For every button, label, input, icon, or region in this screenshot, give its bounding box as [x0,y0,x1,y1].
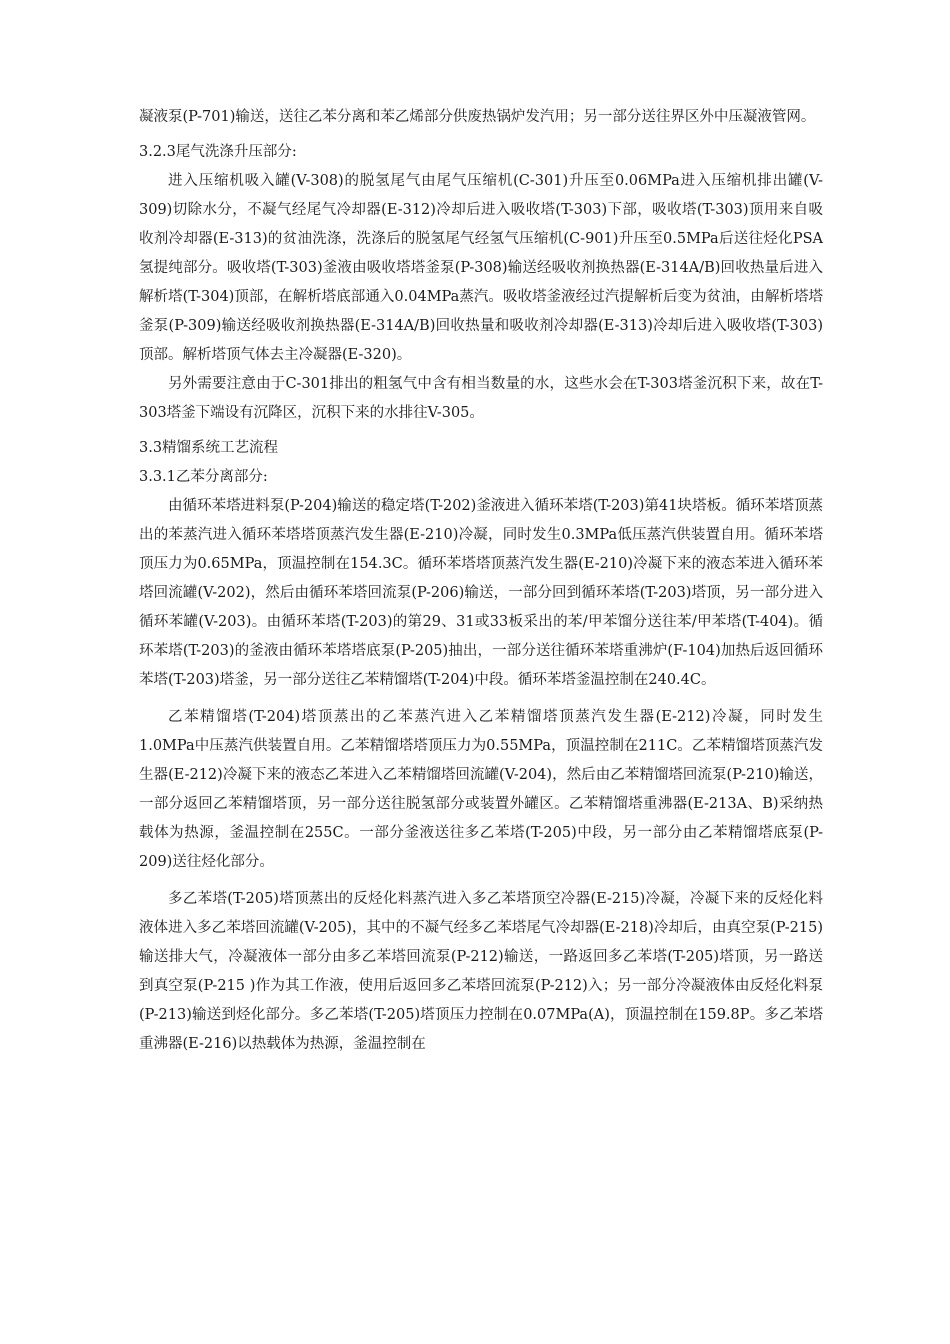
paragraph-water-settling-note: 另外需要注意由于C-301排出的粗氢气中含有相当数量的水，这些水会在T-303塔釜沉积下来，故在T-303塔釜下端设有沉降区，沉积下来的水排往V-305。 [139,376,823,421]
paragraph-tail-gas-washing: 进入压缩机吸入罐(V-308)的脱氢尾气由尾气压缩机(C-301)升压至0.06MPa进入压缩机排出罐(V-309)切除水分，不凝气经尾气冷却器(E-312)冷却后进入吸收塔(T-303)下部，吸收塔(T-303)顶用来自吸收剂冷却器(E-313)的贫油洗涤，洗涤后的脱氢尾气经氢气压缩机(C-901)升压至0.5MPa后送往烃化PSA氢提纯部分。吸收塔(T-303)釜液由吸收塔塔釜泵(P-308)输送经吸收剂换热器(E-314A/B)回收热量后进入解析塔(T-304)顶部，在解析塔底部通入0.04MPa蒸汽。吸收塔釜液经过汽提解析后变为贫油，由解析塔塔釜泵(P-309)输送经吸收剂换热器(E-314A/B)回收热量和吸收剂冷却器(E-313)冷却后进入吸收塔(T-303)顶部。解析塔顶气体去主冷凝器(E-320)。 [139,173,823,363]
document-body [139,103,823,1059]
section-heading-3-3: 3.3精馏系统工艺流程 [139,440,279,456]
section-heading-3-3-1: 3.3.1乙苯分离部分: [139,469,268,485]
paragraph-ethylbenzene-column: 乙苯精馏塔(T-204)塔顶蒸出的乙苯蒸汽进入乙苯精馏塔顶蒸汽发生器(E-212)冷凝，同时发生1.0MPa中压蒸汽供装置自用。乙苯精馏塔塔顶压力为0.55MPa，顶温控制在211C。乙苯精馏塔顶蒸汽发生器(E-212)冷凝下来的液态乙苯进入乙苯精馏塔回流罐(V-204)，然后由乙苯精馏塔回流泵(P-210)输送，一部分返回乙苯精馏塔顶，另一部分送往脱氢部分或装置外罐区。乙苯精馏塔重沸器(E-213A、B)采纳热载体为热源，釜温控制在255C。一部分釜液送往多乙苯塔(T-205)中段，另一部分由乙苯精馏塔底泵(P-209)送往烃化部分。 [139,709,823,870]
paragraph-polyethylbenzene-column: 多乙苯塔(T-205)塔顶蒸出的反烃化料蒸汽进入多乙苯塔顶空冷器(E-215)冷凝，冷凝下来的反烃化料液体进入多乙苯塔回流罐(V-205)，其中的不凝气经多乙苯塔尾气冷却器(E-218)冷却后，由真空泵(P-215)输送排大气，冷凝液体一部分由多乙苯塔回流泵(P-212)输送，一路返回多乙苯塔(T-205)塔顶，另一路送到真空泵(P-215 )作为其工作液，使用后返回多乙苯塔回流泵(P-212)入；另一部分冷凝液体由反烃化料泵(P-213)输送到烃化部分。多乙苯塔(T-205)塔顶压力控制在0.07MPa(A)，顶温控制在159.8P。多乙苯塔重沸器(E-216)以热载体为热源，釜温控制在 [139,891,823,1052]
paragraph-continuation: 凝液泵(P-701)输送，送往乙苯分离和苯乙烯部分供废热锅炉发汽用；另一部分送往界区外中压凝液管网。 [139,109,816,125]
section-heading-3-2-3: 3.2.3尾气洗涤升压部分: [139,144,297,160]
paragraph-benzene-recycle-column: 由循环苯塔进料泵(P-204)输送的稳定塔(T-202)釜液进入循环苯塔(T-203)第41块塔板。循环苯塔顶蒸出的苯蒸汽进入循环苯塔塔顶蒸汽发生器(E-210)冷凝，同时发生0.3MPa低压蒸汽供装置自用。循环苯塔顶压力为0.65MPa，顶温控制在154.3C。循环苯塔塔顶蒸汽发生器(E-210)冷凝下来的液态苯进入循环苯塔回流罐(V-202)，然后由循环苯塔回流泵(P-206)输送，一部分回到循环苯塔(T-203)塔顶，另一部分进入循环苯罐(V-203)。由循环苯塔(T-203)的第29、31或33板采出的苯/甲苯馏分送往苯/甲苯塔(T-404)。循环苯塔(T-203)的釜液由循环苯塔塔底泵(P-205)抽出，一部分送往循环苯塔重沸炉(F-104)加热后返回循环苯塔(T-203)塔釜，另一部分送往乙苯精馏塔(T-204)中段。循环苯塔釜温控制在240.4C。 [139,498,823,688]
